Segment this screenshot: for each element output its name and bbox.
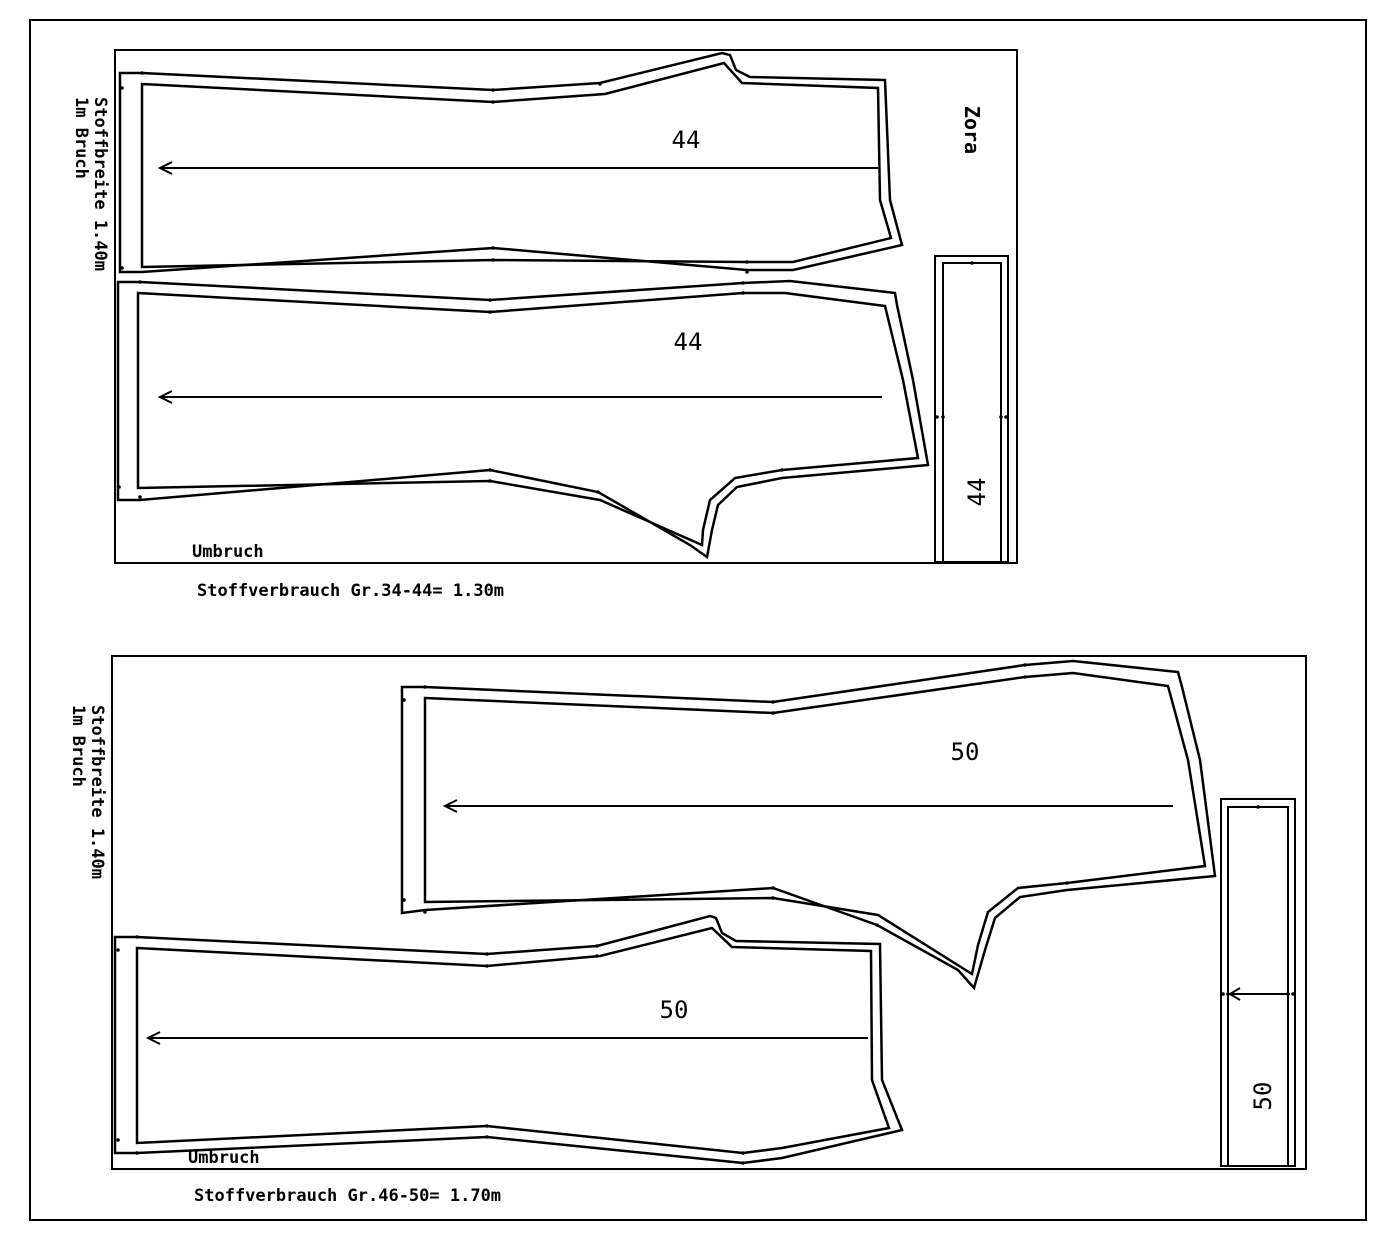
- fold-note-label-2: 1m Bruch: [68, 705, 88, 787]
- front-pant-piece-2: [402, 661, 1215, 988]
- layout-2: [68, 656, 1306, 1206]
- waistband-piece-1: [935, 256, 1008, 562]
- layout-1: [71, 50, 1017, 601]
- size-label-waistband-1: 44: [963, 477, 991, 507]
- size-label-front-2: 50: [950, 738, 980, 766]
- size-label-back-2: 50: [659, 996, 689, 1024]
- back-pant-piece-2: [115, 916, 902, 1165]
- page-frame: [30, 20, 1366, 1220]
- model-name-label: Zora: [960, 105, 984, 155]
- size-label-back-1: 44: [671, 126, 701, 154]
- size-label-waistband-2: 50: [1249, 1081, 1277, 1111]
- fabric-width-label-1: Stoffbreite 1.40m: [90, 97, 110, 271]
- fabric-frame-2: [112, 656, 1306, 1169]
- fabric-width-label-2: Stoffbreite 1.40m: [87, 705, 107, 879]
- front-pant-piece-1: [117, 280, 928, 557]
- fold-label-1: Umbruch: [192, 542, 264, 562]
- waistband-piece-2: [1221, 799, 1295, 1166]
- fold-note-label-1: 1m Bruch: [71, 97, 91, 179]
- fabric-usage-label-2: Stoffverbrauch Gr.46-50= 1.70m: [194, 1186, 502, 1206]
- back-pant-piece-1: [120, 53, 902, 274]
- fold-label-2: Umbruch: [188, 1148, 260, 1168]
- size-label-front-1: 44: [673, 328, 703, 356]
- fabric-usage-label-1: Stoffverbrauch Gr.34-44= 1.30m: [197, 581, 505, 601]
